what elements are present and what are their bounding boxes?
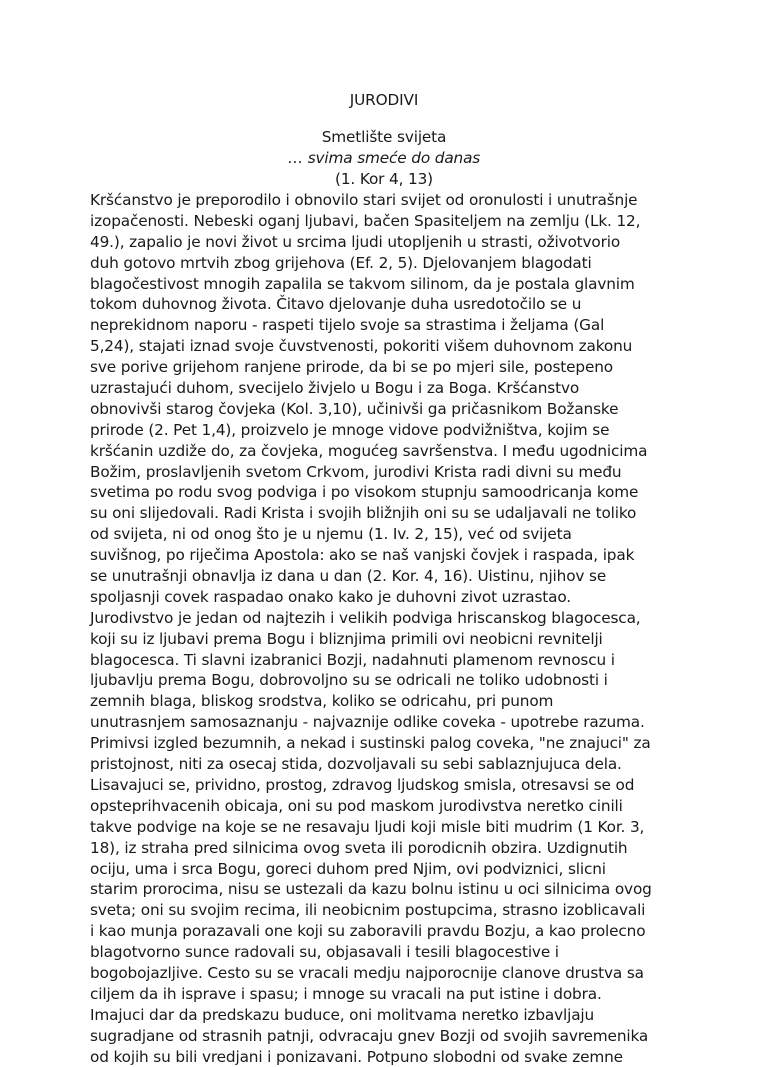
body-line: starim prorocima, nisu se ustezali da kazu bolnu istinu u oci silnicima ovog xyxy=(90,880,652,899)
body-line: prirode (2. Pet 1,4), proizvelo je mnoge vidove podvižništva, kojim se xyxy=(90,420,610,439)
body-line: od svijeta, ni od onog što je u njemu (1. Iv. 2, 15), već od svijeta xyxy=(90,525,572,544)
body-line: Jurodivstvo je jedan od najtezih i velikih podviga hriscanskog blagocesca, xyxy=(90,608,641,627)
body-line: Kršćanstvo je preporodilo i obnovilo stari svijet od oronulosti i unutrašnje xyxy=(90,191,638,209)
body-text xyxy=(90,190,690,1067)
document-subtitle: Smetlište svijeta xyxy=(321,128,447,146)
body-line: sugradjane od strasnih patnji, odvracaju gnev Bozji od svojih savremenika xyxy=(90,1026,649,1045)
epigraph-quote: … svima smeće do danas xyxy=(287,148,481,167)
body-line: koji su iz ljubavi prema Bogu i bliznjima primili ovi neobicni revnitelji xyxy=(90,629,603,648)
body-line: Primivsi izgled bezumnih, a nekad i sustinski palog coveka, "ne znajuci" za xyxy=(90,734,651,753)
body-line: se unutrašnji obnavlja iz dana u dan (2. Kor. 4, 16). Uistinu, njihov se xyxy=(90,567,607,586)
epigraph-reference: (1. Kor 4, 13) xyxy=(335,169,433,188)
body-line: neprekidnom naporu - raspeti tijelo svoje sa strastima i željama (Gal xyxy=(90,316,605,335)
body-line: sve porive grijehom ranjene prirode, da bi se po mjeri sile, postepeno xyxy=(90,358,613,377)
body-line: svetima po rodu svog podviga i po visokom stupnju samoodricanja kome xyxy=(90,483,639,502)
body-line: blagočestivost mnogih zapalila se takvom silinom, da je postala glavnim xyxy=(90,274,635,293)
body-line: od kojih su bili vredjani i ponizavani. Potpuno slobodni od svake zemne xyxy=(90,1047,623,1066)
body-line: unutrasnjem samosaznanju - najvaznije odlike coveka - upotrebe razuma. xyxy=(90,713,645,732)
body-line: ljubavlju prema Bogu, dobrovoljno su se odricali ne toliko udobnosti i xyxy=(90,671,608,690)
body-line: uzrastajući duhom, svecijelo živjelo u Bogu i za Boga. Kršćanstvo xyxy=(90,379,580,398)
body-line: bogobojazljive. Cesto su se vracali medju najporocnije clanove drustva sa xyxy=(90,963,644,982)
body-line: blagotvorno sunce radovali su, objasavali i tesili blagocestive i xyxy=(90,943,559,962)
body-line: 5,24), stajati iznad svoje čuvstvenosti, pokoriti višem duhovnom zakonu xyxy=(90,337,633,356)
body-line: opsteprihvacenih obicaja, oni su pod maskom jurodivstva neretko cinili xyxy=(90,796,623,815)
body-line: 18), iz straha pred silnicima ovog sveta ili porodicnih obzira. Uzdignutih xyxy=(90,838,628,857)
body-line: Imajuci dar da predskazu buduce, oni molitvama neretko izbavljaju xyxy=(90,1005,595,1024)
body-line: ociju, uma i srca Bogu, goreci duhom pred Njim, ovi podviznici, slicni xyxy=(90,859,606,878)
body-line: sveta; oni su svojim recima, ili neobicnim postupcima, strasno izoblicavali xyxy=(90,901,646,920)
body-line: obnovivši starog čovjeka (Kol. 3,10), učinivši ga pričasnikom Božanske xyxy=(90,399,619,418)
body-line: zemnih blaga, bliskog srodstva, koliko se odricahu, pri punom xyxy=(90,692,554,711)
body-line: Božim, proslavljenih svetom Crkvom, jurodivi Krista radi divni su među xyxy=(90,462,622,481)
body-line: su oni slijedovali. Radi Krista i svojih bližnjih oni su se udaljavali ne toliko xyxy=(90,504,637,523)
body-line: izopačenosti. Nebeski oganj ljubavi, bačen Spasiteljem na zemlju (Lk. 12, xyxy=(90,211,641,230)
heading-block xyxy=(0,127,768,190)
body-line: kršćanin uzdiže do, za čovjeka, mogućeg savršenstva. I među ugodnicima xyxy=(90,441,648,460)
body-line: duh gotovo mrtvih zbog grijehova (Ef. 2, 5). Djelovanjem blagodati xyxy=(90,253,592,272)
body-line: spoljasnji covek raspadao onako kako je duhovni zivot uzrastao. xyxy=(90,587,571,606)
body-line: 49.), zapalio je novi život u srcima ljudi utopljenih u strasti, oživotvorio xyxy=(90,232,621,251)
body-line: blagocesca. Ti slavni izabranici Bozji, nadahnuti plamenom revnoscu i xyxy=(90,650,615,669)
body-line: tokom duhovnog života. Čitavo djelovanje duha usredotočilo se u xyxy=(90,295,582,314)
body-line: takve podvige na koje se ne resavaju ljudi koji misle biti mudrim (1 Kor. 3, xyxy=(90,817,645,836)
document-title: JURODIVI xyxy=(349,91,419,109)
body-line: Lisavajuci se, prividno, prostog, zdravog ljudskog smisla, otresavsi se od xyxy=(90,775,635,794)
body-line: suvišnog, po riječima Apostola: ako se naš vanjski čovjek i raspada, ipak xyxy=(90,546,635,565)
body-line: ciljem da ih isprave i spasu; i mnoge su vracali na put istine i dobra. xyxy=(90,984,602,1003)
body-line: pristojnost, niti za osecaj stida, dozvoljavali su sebi sablaznjujuca dela. xyxy=(90,755,622,774)
body-line: i kao munja porazavali one koji su zaboravili pravdu Bozju, a kao prolecno xyxy=(90,922,646,941)
